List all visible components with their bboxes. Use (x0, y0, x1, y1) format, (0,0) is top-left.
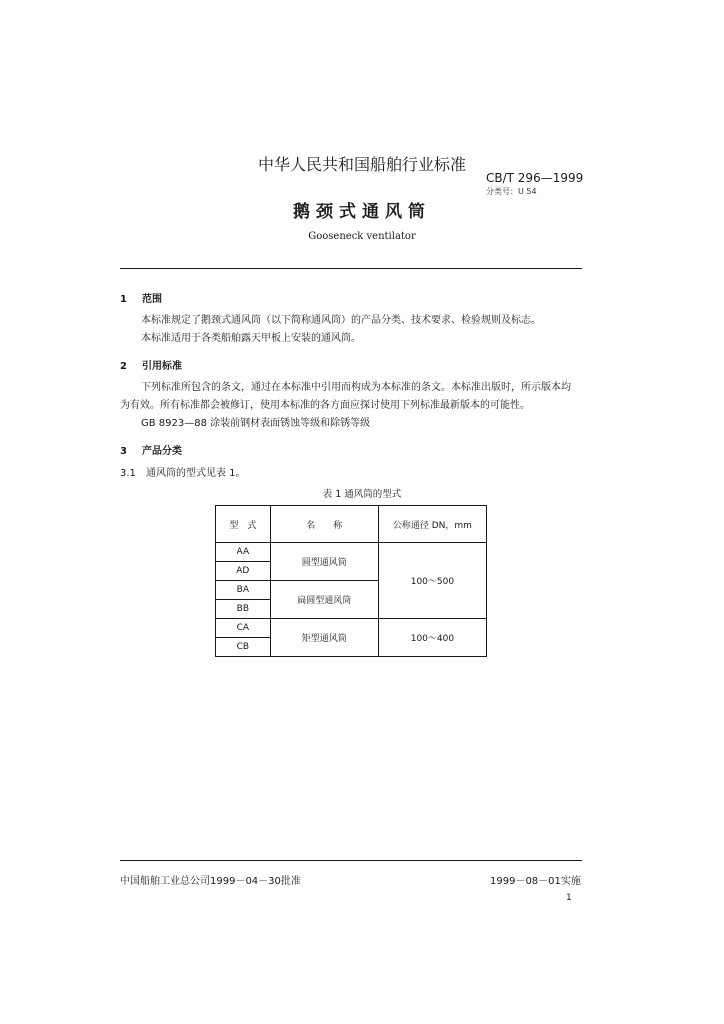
section-title: 范围 (142, 294, 162, 305)
section-number: 3 (120, 446, 127, 457)
type-cell: BB (216, 600, 271, 619)
section-title: 产品分类 (142, 446, 182, 457)
diameter-cell: 100～400 (378, 619, 486, 657)
standard-code: CB/T 296—1999 (486, 171, 584, 185)
referenced-standard: GB 8923—88 涂装前钢材表面锈蚀等级和除锈等级 (141, 418, 371, 429)
type-cell: CB (216, 638, 271, 657)
section-1-heading (120, 290, 162, 305)
type-cell: AD (216, 562, 271, 581)
approval-note: 中国船舶工业总公司1999－04－30批准 (120, 876, 301, 887)
table-row (216, 543, 487, 562)
table-row (216, 619, 487, 638)
subsection-number: 3.1 (120, 468, 136, 479)
section-1-paragraph-2: 本标准适用于各类船舶露天甲板上安装的通风筒。 (141, 333, 361, 344)
section-2-paragraph-line-1: 下列标准所包含的条文，通过在本标准中引用而构成为本标准的条文。本标准出版时，所示版本均 (141, 382, 571, 393)
table-header-row (216, 506, 487, 543)
section-2-heading (120, 357, 182, 372)
document-title: 鹅颈式通风筒 (293, 202, 431, 222)
type-cell: AA (216, 543, 271, 562)
ventilator-types-table (215, 505, 487, 657)
subsection-text: 通风筒的型式见表 1。 (146, 468, 246, 479)
type-cell: CA (216, 619, 271, 638)
bottom-divider (120, 860, 582, 861)
issuer-heading: 中华人民共和国船舶行业标准 (257, 155, 466, 174)
header-type: 型 式 (216, 506, 271, 543)
section-number: 1 (120, 294, 127, 305)
table-caption: 表 1 通风筒的型式 (322, 489, 402, 500)
classification-number: 分类号：U 54 (486, 187, 537, 196)
top-divider (120, 268, 582, 269)
name-cell: 矩型通风筒 (270, 619, 378, 657)
subsection-3-1 (120, 465, 246, 483)
name-cell: 扁圆型通风筒 (270, 581, 378, 619)
header-diameter: 公称通径 DN，mm (378, 506, 486, 543)
section-3-heading (120, 442, 182, 457)
header-name: 名 称 (270, 506, 378, 543)
section-1-paragraph-1: 本标准规定了鹅颈式通风筒（以下简称通风筒）的产品分类、技术要求、检验规则及标志。 (141, 315, 541, 326)
name-cell: 圆型通风筒 (270, 543, 378, 581)
document-title-english: Gooseneck ventilator (308, 231, 416, 242)
effective-date: 1999－08－01实施 (490, 876, 581, 887)
section-title: 引用标准 (142, 361, 182, 372)
type-cell: BA (216, 581, 271, 600)
diameter-cell: 100～500 (378, 543, 486, 619)
section-2-paragraph-line-2: 为有效。所有标准都会被修订，使用本标准的各方面应探讨使用下列标准最新版本的可能性。 (120, 400, 530, 411)
section-number: 2 (120, 361, 127, 372)
page-number: 1 (566, 893, 572, 903)
